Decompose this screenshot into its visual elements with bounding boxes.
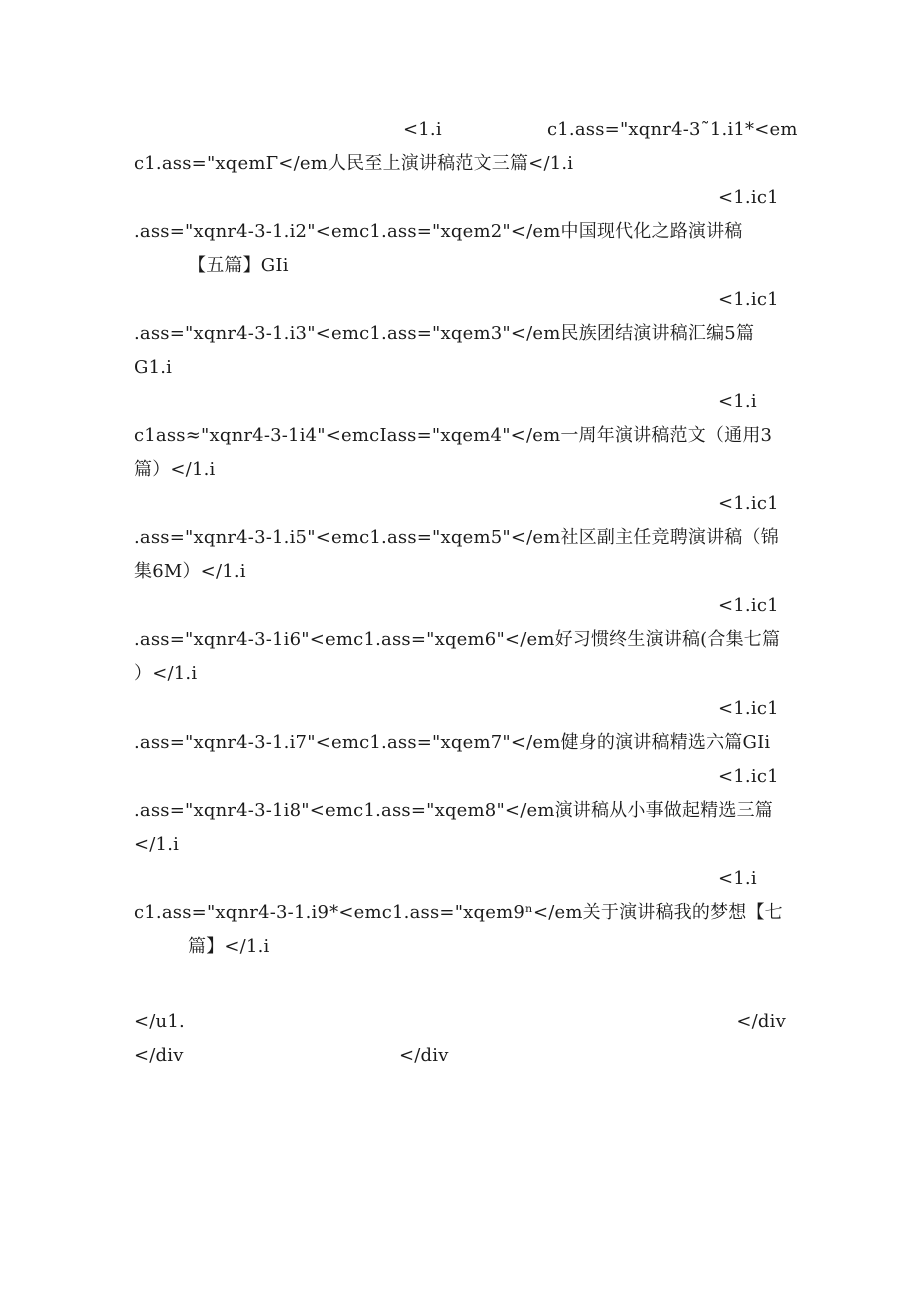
text-line: <1.i	[718, 868, 757, 889]
text-line: 篇】</1.i	[188, 936, 270, 957]
text-line: ）</1.i	[134, 663, 198, 684]
text-line: .ass="xqnr4-3-1.i3"<emc1.ass="xqem3"</em民族团结演讲稿汇编5篇	[134, 323, 755, 344]
text-line: <1.ic1	[718, 698, 779, 719]
text-line: </div	[399, 1045, 449, 1066]
text-line: 篇）</1.i	[134, 459, 216, 480]
text-line: c1.ass="xqnr4-3˜1.i1*<em	[547, 119, 798, 140]
text-line: </div	[736, 1011, 786, 1032]
text-line: <1.ic1	[718, 187, 779, 208]
text-line: 【五篇】GIi	[188, 255, 289, 276]
text-line: .ass="xqnr4-3-1i8"<emc1.ass="xqem8"</em演讲稿从小事做起精选三篇	[134, 800, 773, 821]
text-line: <1.ic1	[718, 289, 779, 310]
text-line: </div	[134, 1045, 184, 1066]
text-line: G1.i	[134, 357, 173, 378]
text-line: .ass="xqnr4-3-1.i7"<emc1.ass="xqem7"</em健身的演讲稿精选六篇GIi	[134, 732, 771, 753]
text-line: <1.i	[718, 391, 757, 412]
text-line: <1.i	[403, 119, 442, 140]
text-line: c1.ass="xqemΓ</em人民至上演讲稿范文三篇</1.i	[134, 153, 574, 174]
text-line: <1.ic1	[718, 493, 779, 514]
text-line: c1.ass="xqnr4-3-1.i9*<emc1.ass="xqem9ⁿ</em关于演讲稿我的梦想【七	[134, 902, 783, 923]
text-line: <1.ic1	[718, 766, 779, 787]
text-line: c1ass≈"xqnr4-3-1i4"<emcIass="xqem4"</em一周年演讲稿范文（通用3	[134, 425, 773, 446]
text-line: </u1.	[134, 1011, 185, 1032]
text-line: .ass="xqnr4-3-1.i5"<emc1.ass="xqem5"</em社区副主任竞聘演讲稿（锦	[134, 527, 779, 548]
text-line: .ass="xqnr4-3-1.i2"<emc1.ass="xqem2"</em中国现代化之路演讲稿	[134, 221, 743, 242]
text-line: </1.i	[134, 834, 180, 855]
text-line: <1.ic1	[718, 595, 779, 616]
text-line: 集6M）</1.i	[134, 561, 246, 582]
text-line: .ass="xqnr4-3-1i6"<emc1.ass="xqem6"</em好习惯终生演讲稿(合集七篇	[134, 629, 781, 650]
